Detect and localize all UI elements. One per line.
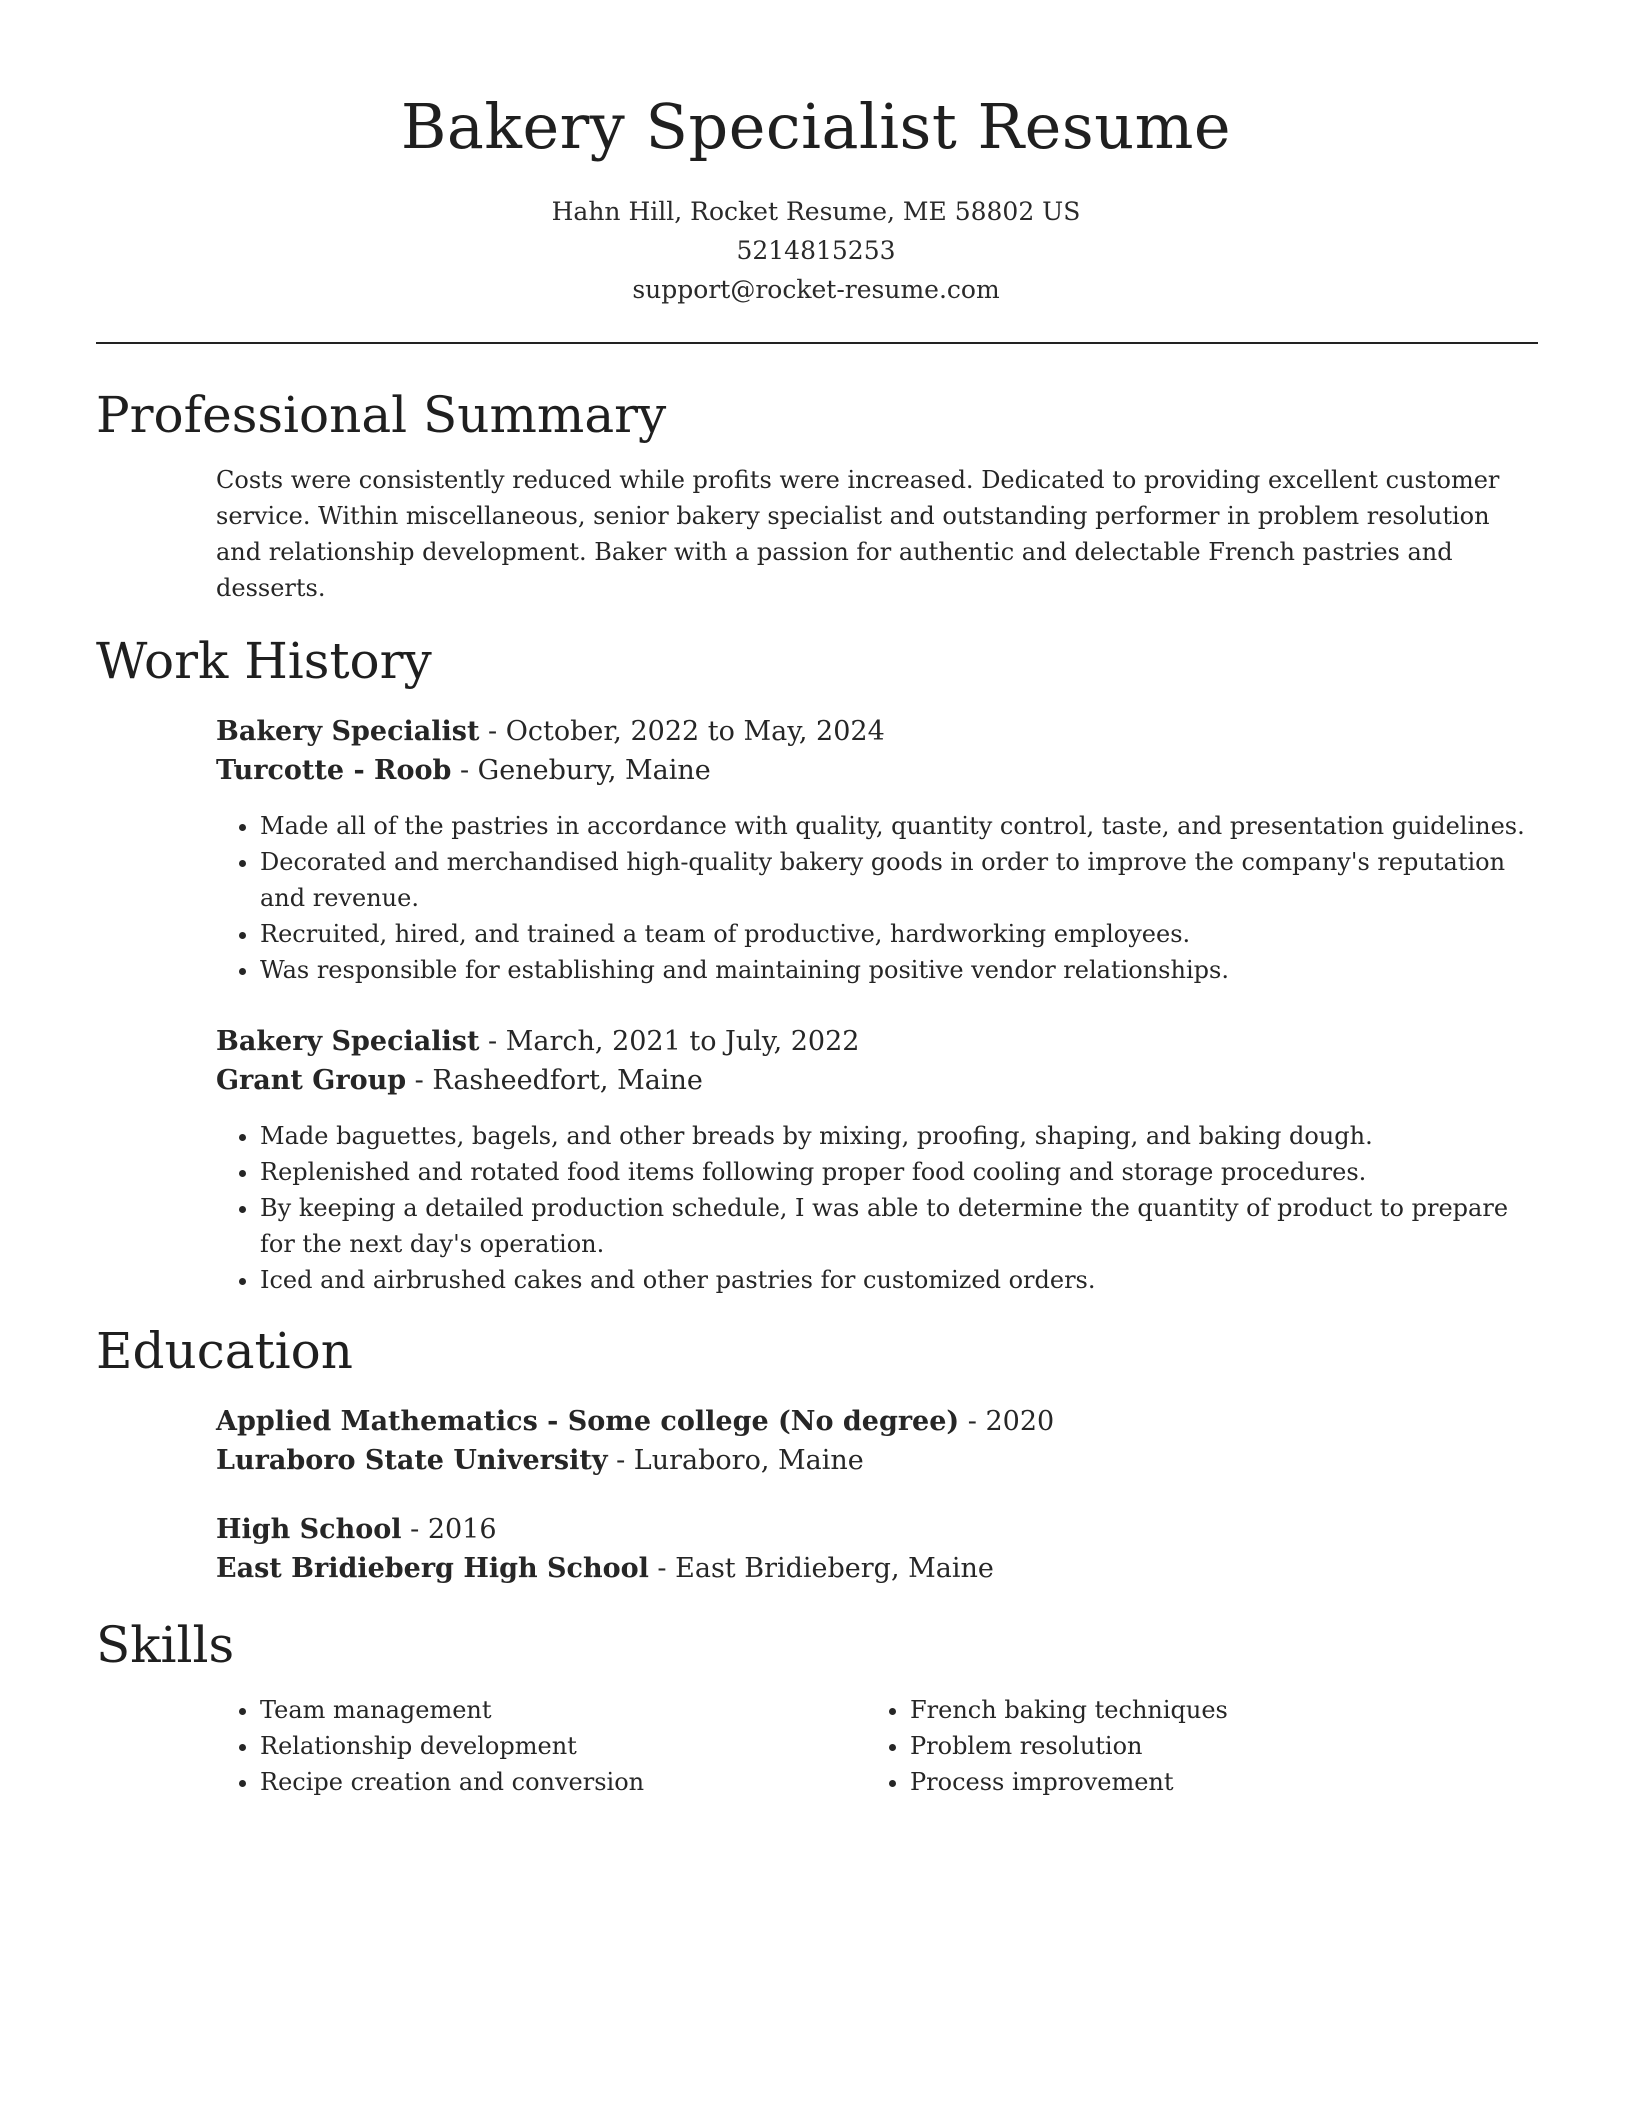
job-title-line	[216, 1022, 1538, 1061]
resume-header	[0, 0, 1632, 309]
education-school: Luraboro State University	[216, 1445, 608, 1476]
skill-item: • Recipe creation and conversion	[260, 1764, 866, 1800]
job-duties-list	[216, 1118, 1538, 1298]
job-duty-item: • Made all of the pastries in accordance with quality, quantity control, taste, and presentation guidelines.	[260, 808, 1538, 844]
job-company-line	[216, 1061, 1538, 1100]
job-duties-list	[216, 808, 1538, 988]
job-title: Bakery Specialist	[216, 716, 480, 747]
summary-text: Costs were consistently reduced while profits were increased. Dedicated to providing excellent customer service. Within miscellaneous, senior bakery specialist and outstanding performer in problem resolution and relationship development. Baker with a passion for authentic and delectable French pastries and desserts.	[216, 466, 1500, 602]
education-school-line	[216, 1549, 1538, 1588]
skills-heading: Skills	[96, 1616, 235, 1674]
skills-list-left	[216, 1692, 866, 1800]
job-title: Bakery Specialist	[216, 1026, 480, 1057]
header-divider	[96, 342, 1538, 344]
education-program-line	[216, 1402, 1538, 1441]
education-year: - 2016	[401, 1514, 497, 1545]
education-heading: Education	[96, 1322, 353, 1380]
resume-content	[96, 380, 1538, 1800]
job-title-line	[216, 712, 1538, 751]
job-duty-item: • By keeping a detailed production schedule, I was able to determine the quantity of product to prepare for the next day's operation.	[260, 1190, 1538, 1262]
work-history-section	[96, 626, 1538, 1298]
skill-item: • Process improvement	[910, 1764, 1516, 1800]
skills-list-right	[866, 1692, 1516, 1800]
job-duty-item: • Decorated and merchandised high-quality bakery goods in order to improve the company's reputation and revenue.	[260, 844, 1538, 916]
education-entry	[216, 1510, 1538, 1588]
job-company-line	[216, 751, 1538, 790]
education-program: High School	[216, 1514, 402, 1545]
contact-address: Hahn Hill, Rocket Resume, ME 58802 US	[551, 197, 1081, 226]
skills-columns	[216, 1692, 1538, 1800]
education-location: - Luraboro, Maine	[607, 1445, 864, 1476]
education-location: - East Bridieberg, Maine	[648, 1553, 994, 1584]
contact-block	[0, 192, 1632, 309]
job-location: - Genebury, Maine	[451, 755, 711, 786]
contact-phone: 5214815253	[736, 236, 896, 265]
job-company: Turcotte - Roob	[216, 755, 452, 786]
job-duty-item: • Recruited, hired, and trained a team of productive, hardworking employees.	[260, 916, 1538, 952]
education-program: Applied Mathematics - Some college (No degree)	[216, 1406, 960, 1437]
education-school: East Bridieberg High School	[216, 1553, 649, 1584]
job-duty-item: • Made baguettes, bagels, and other breads by mixing, proofing, shaping, and baking dough.	[260, 1118, 1538, 1154]
education-program-line	[216, 1510, 1538, 1549]
job-entry	[216, 1022, 1538, 1298]
summary-section	[96, 380, 1538, 606]
job-dates: - March, 2021 to July, 2022	[479, 1026, 860, 1057]
job-dates: - October, 2022 to May, 2024	[479, 716, 885, 747]
summary-heading: Professional Summary	[96, 386, 667, 444]
education-year: - 2020	[959, 1406, 1055, 1437]
skill-item: • Relationship development	[260, 1728, 866, 1764]
education-entry	[216, 1402, 1538, 1480]
resume-title: Bakery Specialist Resume	[400, 90, 1232, 163]
education-school-line	[216, 1441, 1538, 1480]
job-duty-item: • Replenished and rotated food items following proper food cooling and storage procedures.	[260, 1154, 1538, 1190]
job-duty-item: • Iced and airbrushed cakes and other pastries for customized orders.	[260, 1262, 1538, 1298]
work-history-heading: Work History	[96, 632, 432, 690]
job-company: Grant Group	[216, 1065, 407, 1096]
skill-item: • Problem resolution	[910, 1728, 1516, 1764]
skill-item: • French baking techniques	[910, 1692, 1516, 1728]
skill-item: • Team management	[260, 1692, 866, 1728]
contact-email: support@rocket-resume.com	[632, 275, 1000, 304]
job-location: - Rasheedfort, Maine	[406, 1065, 703, 1096]
education-section	[96, 1316, 1538, 1588]
skills-section	[96, 1610, 1538, 1800]
job-entry	[216, 712, 1538, 988]
job-duty-item: • Was responsible for establishing and maintaining positive vendor relationships.	[260, 952, 1538, 988]
